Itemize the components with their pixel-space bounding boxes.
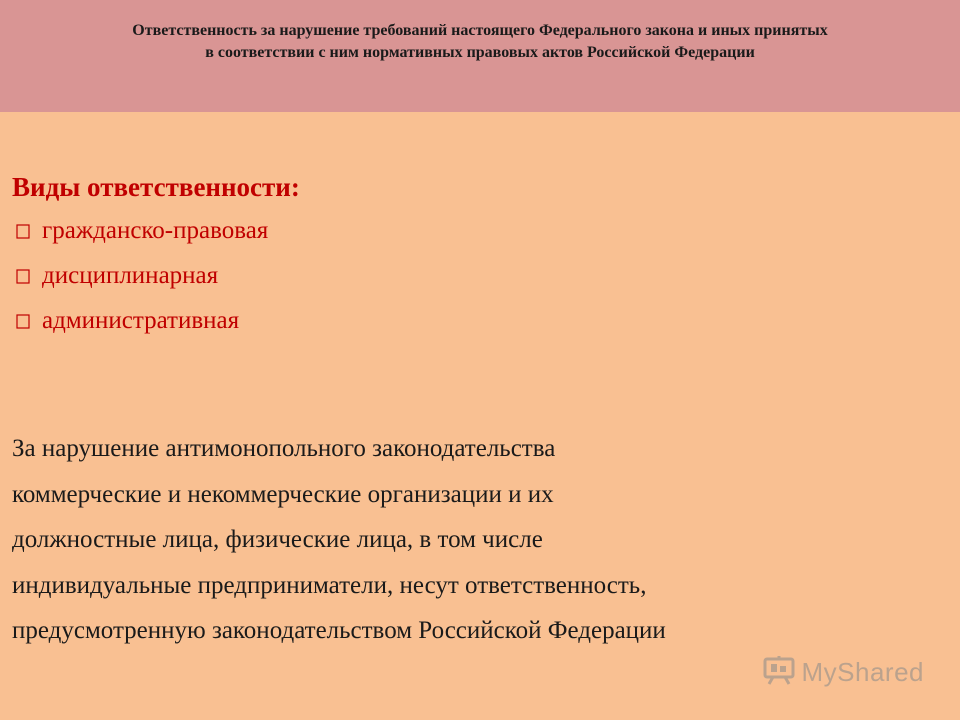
watermark — [762, 655, 925, 690]
checkmark-icon — [16, 312, 30, 330]
list-item — [12, 208, 300, 253]
slide-header — [0, 0, 960, 112]
list-item — [12, 298, 300, 343]
slide-title-line-2: в соответствии с ним нормативных правовых актов Российской Федерации — [205, 44, 755, 61]
paragraph-line: индивидуальные предприниматели, несут ответственность, — [12, 571, 647, 599]
paragraph-line: предусмотренную законодательством Российской Федерации — [12, 617, 666, 644]
list-item-label: дисциплинарная — [42, 262, 219, 289]
list-item-label: гражданско-правовая — [42, 217, 269, 244]
checkmark-icon — [16, 267, 30, 285]
paragraph-line: должностные лица, физические лица, в том числе — [12, 526, 543, 553]
list-item-label: административная — [42, 307, 240, 334]
responsibility-list — [12, 208, 300, 343]
slide-title-line-1: Ответственность за нарушение требований настоящего Федерального закона и иных принятых — [132, 22, 828, 39]
watermark-text: MyShared — [801, 657, 924, 687]
responsibility-heading: Виды ответственности: — [12, 172, 300, 202]
list-item — [12, 253, 300, 298]
paragraph-line: За нарушение антимонопольного законодательства — [12, 435, 556, 462]
presentation-board-icon — [762, 655, 796, 690]
checkmark-icon — [16, 222, 30, 240]
slide-title — [10, 20, 950, 64]
responsibility-types — [12, 166, 300, 343]
paragraph-line: коммерческие и некоммерческие организации и их — [12, 480, 554, 508]
liability-paragraph — [12, 426, 912, 654]
